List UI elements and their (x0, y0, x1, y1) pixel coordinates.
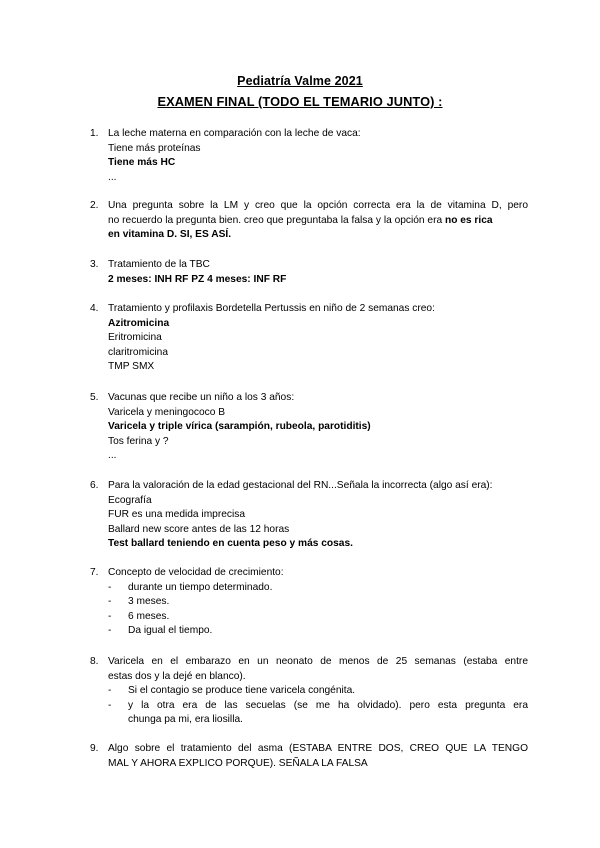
question-4 (90, 302, 528, 375)
question-number: 5. (90, 392, 99, 403)
question-number: 6. (90, 480, 99, 491)
question-5 (90, 391, 528, 464)
question-stem: Tratamiento de la TBC (108, 259, 210, 270)
question-stem: Concepto de velocidad de crecimiento: (108, 567, 284, 578)
question-stem-line: MAL Y AHORA EXPLICO PORQUE). SEÑALA LA FALSA (108, 757, 368, 769)
bullet-dash: - (108, 610, 112, 622)
answer-ellipsis: ... (108, 171, 117, 183)
question-number: 8. (90, 656, 99, 667)
answer-option (108, 610, 528, 625)
question-stem: La leche materna en comparación con la leche de vaca: (108, 128, 361, 139)
bullet-dash: - (108, 625, 112, 637)
answer-option-selected: Tiene más HC (108, 157, 176, 169)
answer-option-text: chunga pa mi, era liosilla. (128, 714, 243, 726)
answer-option: claritromicina (108, 346, 169, 358)
question-number: 7. (90, 567, 99, 578)
question-number: 1. (90, 128, 99, 139)
answer-option: TMP SMX (108, 361, 155, 373)
answer-option: Varicela y meningococo B (108, 406, 226, 418)
question-stem-line: Varicela en el embarazo en un neonato de menos de 25 semanas (estaba entre (108, 656, 528, 667)
answer-option: Ecografía (108, 494, 152, 506)
answer-option-text: y la otra era de las secuelas (se me ha olvidado). pero esta pregunta era (128, 699, 528, 711)
question-stem-line: Una pregunta sobre la LM y creo que la opción correcta era la de vitamina D, pero (108, 200, 528, 211)
answer-option: Ballard new score antes de las 12 horas (108, 523, 290, 535)
question-stem-line: estas dos y la dejé en blanco). (108, 670, 246, 682)
answer-option-text: 6 meses. (128, 610, 170, 622)
answer-highlight: en vitamina D. SI, ES ASÍ. (108, 229, 232, 241)
question-number: 3. (90, 259, 99, 270)
answer-option: Tos ferina y ? (108, 435, 169, 447)
question-3 (90, 258, 528, 287)
question-text: no recuerdo la pregunta bien. creo que preguntaba la falsa y la opción era (108, 214, 445, 226)
question-6 (90, 479, 528, 552)
question-1 (90, 127, 528, 185)
bullet-dash: - (108, 685, 112, 697)
question-8 (90, 655, 528, 728)
question-stem: Para la valoración de la edad gestacional del RN...Señala la incorrecta (algo así era): (108, 480, 493, 491)
answer-option: Eritromicina (108, 332, 162, 344)
answer-option-selected: 2 meses: INH RF PZ 4 meses: INF RF (108, 273, 287, 285)
bullet-dash: - (108, 596, 112, 608)
bullet-dash: - (108, 699, 112, 711)
answer-option (108, 699, 528, 728)
answer-option: FUR es una medida imprecisa (108, 509, 246, 521)
answer-option-text: 3 meses. (128, 596, 170, 608)
document-title: Pediatría Valme 2021 (237, 74, 363, 88)
bullet-dash: - (108, 581, 112, 593)
answer-ellipsis: ... (108, 450, 117, 462)
answer-option (108, 581, 528, 596)
question-stem: Vacunas que recibe un niño a los 3 años: (108, 392, 295, 403)
question-stem-line: Algo sobre el tratamiento del asma (ESTABA ENTRE DOS, CREO QUE LA TENGO (108, 743, 528, 754)
question-stem: Tratamiento y profilaxis Bordetella Pertussis en niño de 2 semanas creo: (108, 303, 435, 314)
answer-option-selected: Varicela y triple vírica (sarampión, rubeola, parotiditis) (108, 421, 371, 433)
answer-option-selected: Test ballard teniendo en cuenta peso y más cosas. (108, 538, 353, 550)
answer-option-text: Si el contagio se produce tiene varicela congénita. (128, 685, 356, 697)
question-number: 9. (90, 743, 99, 754)
question-2 (90, 199, 528, 243)
answer-highlight: no es rica (444, 214, 493, 226)
exam-subtitle: EXAMEN FINAL (TODO EL TEMARIO JUNTO) : (157, 94, 443, 109)
answer-option-selected: Azitromicina (108, 317, 170, 329)
answer-option-text: Da igual el tiempo. (128, 625, 213, 637)
answer-option (108, 624, 528, 639)
answer-option-text: durante un tiempo determinado. (128, 581, 273, 593)
question-number: 4. (90, 303, 99, 314)
question-stem-line (108, 214, 528, 229)
question-7 (90, 566, 528, 639)
question-9 (90, 742, 528, 771)
answer-option (108, 595, 528, 610)
answer-option (108, 684, 528, 699)
answer-option: Tiene más proteínas (108, 142, 201, 154)
question-number: 2. (90, 200, 99, 211)
